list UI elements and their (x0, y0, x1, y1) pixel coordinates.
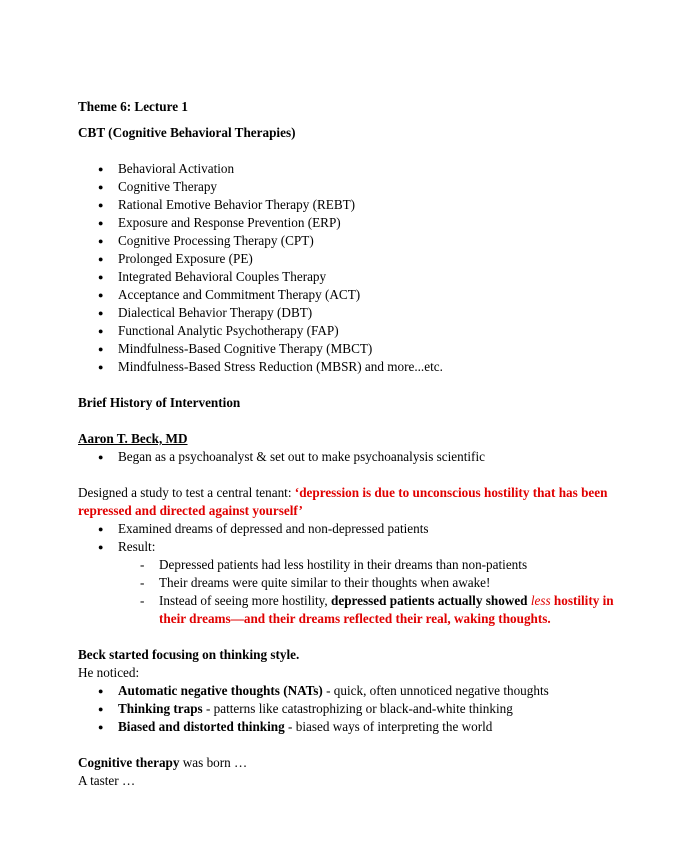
ct-rest: was born … (179, 755, 248, 770)
study-list (78, 520, 618, 556)
list-item: - Depressed patients had less hostility in their dreams than non-patients (78, 556, 618, 574)
ct-term: Cognitive therapy (78, 755, 180, 770)
ct-line (78, 754, 618, 772)
beck-focus: Beck started focusing on thinking style. (78, 647, 300, 662)
study-intro: Designed a study to test a central tenant: (78, 485, 295, 500)
list-item: ● Acceptance and Commitment Therapy (ACT) (78, 286, 618, 304)
list-item: ● Functional Analytic Psychotherapy (FAP) (78, 322, 618, 340)
study-paragraph (78, 484, 618, 520)
history-heading: Brief History of Intervention (78, 395, 241, 410)
list-item: ● Behavioral Activation (78, 160, 618, 178)
study-quote: ‘depression is due to unconscious hostility that has been repressed and directed against yourself’ (78, 485, 608, 518)
page-title: Theme 6: Lecture 1 (78, 99, 188, 114)
he-noticed: He noticed: (78, 665, 140, 680)
noticed-term: Thinking traps (118, 701, 203, 716)
list-item: ● Dialectical Behavior Therapy (DBT) (78, 304, 618, 322)
beck-list (78, 448, 618, 466)
result-less: less (530, 593, 551, 608)
noticed-term: Automatic negative thoughts (NATs) (118, 683, 323, 698)
list-item: ● Exposure and Response Prevention (ERP) (78, 214, 618, 232)
list-item: ● Cognitive Processing Therapy (CPT) (78, 232, 618, 250)
cbt-heading: CBT (Cognitive Behavioral Therapies) (78, 125, 296, 140)
noticed-desc: - quick, often unnoticed negative thoughts (322, 683, 549, 698)
list-item: ● Prolonged Exposure (PE) (78, 250, 618, 268)
result-plain: Instead of seeing more hostility, (159, 593, 332, 608)
document-page (78, 98, 618, 790)
noticed-list (78, 682, 618, 736)
list-item: ● Mindfulness-Based Cognitive Therapy (MBCT) (78, 340, 618, 358)
result-red: hostility in their dreams—and their dreams reflected their real, waking thoughts. (159, 593, 614, 626)
list-item: ● Examined dreams of depressed and non-depressed patients (78, 520, 618, 538)
list-item (78, 592, 618, 628)
cbt-list (78, 160, 618, 376)
list-item: - Their dreams were quite similar to their thoughts when awake! (78, 574, 618, 592)
list-item (78, 700, 618, 718)
list-item: ● Integrated Behavioral Couples Therapy (78, 268, 618, 286)
list-item: ● Began as a psychoanalyst & set out to make psychoanalysis scientific (78, 448, 618, 466)
result-bold: depressed patients actually showed (331, 593, 531, 608)
taster-line: A taster … (78, 773, 136, 788)
list-item: ● Rational Emotive Behavior Therapy (REBT) (78, 196, 618, 214)
noticed-desc: - patterns like catastrophizing or black-and-white thinking (202, 701, 513, 716)
noticed-desc: - biased ways of interpreting the world (284, 719, 493, 734)
noticed-term: Biased and distorted thinking (118, 719, 285, 734)
list-item (78, 682, 618, 700)
beck-heading: Aaron T. Beck, MD (78, 431, 188, 446)
list-item: ● Mindfulness-Based Stress Reduction (MBSR) and more...etc. (78, 358, 618, 376)
list-item: ● Result: (78, 538, 618, 556)
list-item (78, 718, 618, 736)
list-item: ● Cognitive Therapy (78, 178, 618, 196)
result-list (78, 556, 618, 628)
